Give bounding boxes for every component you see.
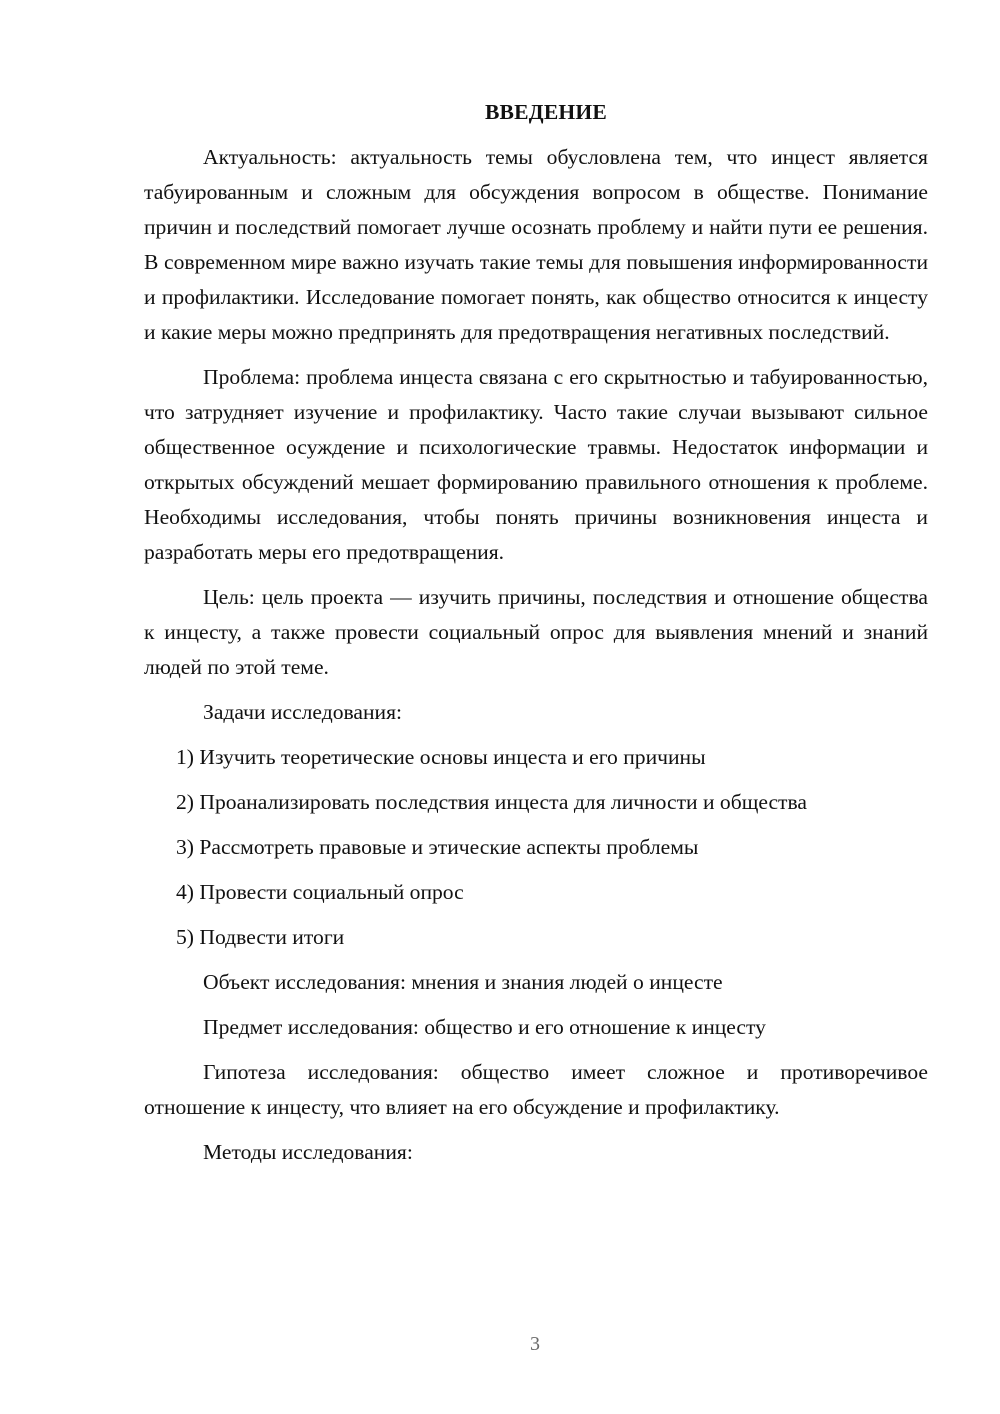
section-title: ВВЕДЕНИЕ: [484, 100, 608, 124]
page-content: [144, 95, 928, 1180]
page-number: 3: [530, 1333, 540, 1355]
research-subject: Предмет исследования: общество и его отношение к инцесту: [203, 1015, 766, 1039]
task-item-4: 4) Провести социальный опрос: [176, 880, 464, 904]
goal-paragraph: Цель: цель проекта — изучить причины, последствия и отношение общества к инцесту, а также провести социальный опрос для выявления мнений и знаний людей по этой теме.: [144, 585, 928, 679]
hypothesis-paragraph: Гипотеза исследования: общество имеет сложное и противоречивое отношение к инцесту, что влияет на его обсуждение и профилактику.: [144, 1060, 928, 1119]
relevance-paragraph: Актуальность: актуальность темы обусловлена тем, что инцест является табуированным и сложным для обсуждения вопросом в обществе. Понимание причин и последствий помогает лучше осознать проблему и найти пути ее решения. В современном мире важно изучать такие темы для повышения информированности и профилактики. Исследование помогает понять, как общество относится к инцесту и какие меры можно предпринять для предотвращения негативных последствий.: [144, 145, 928, 344]
tasks-heading: Задачи исследования:: [203, 700, 403, 724]
problem-paragraph: Проблема: проблема инцеста связана с его скрытностью и табуированностью, что затрудняет изучение и профилактику. Часто такие случаи вызывают сильное общественное осуждение и психологические травмы. Недостаток информации и открытых обсуждений мешает формированию правильного отношения к проблеме. Необходимы исследования, чтобы понять причины возникновения инцеста и разработать меры его предотвращения.: [144, 365, 928, 564]
task-item-3: 3) Рассмотреть правовые и этические аспекты проблемы: [176, 835, 699, 859]
task-item-2: 2) Проанализировать последствия инцеста для личности и общества: [176, 790, 807, 814]
tasks-list: [144, 740, 928, 955]
task-item-5: 5) Подвести итоги: [176, 925, 345, 949]
research-object: Объект исследования: мнения и знания людей о инцесте: [203, 970, 723, 994]
task-item-1: 1) Изучить теоретические основы инцеста и его причины: [176, 745, 706, 769]
methods-heading: Методы исследования:: [203, 1140, 413, 1164]
